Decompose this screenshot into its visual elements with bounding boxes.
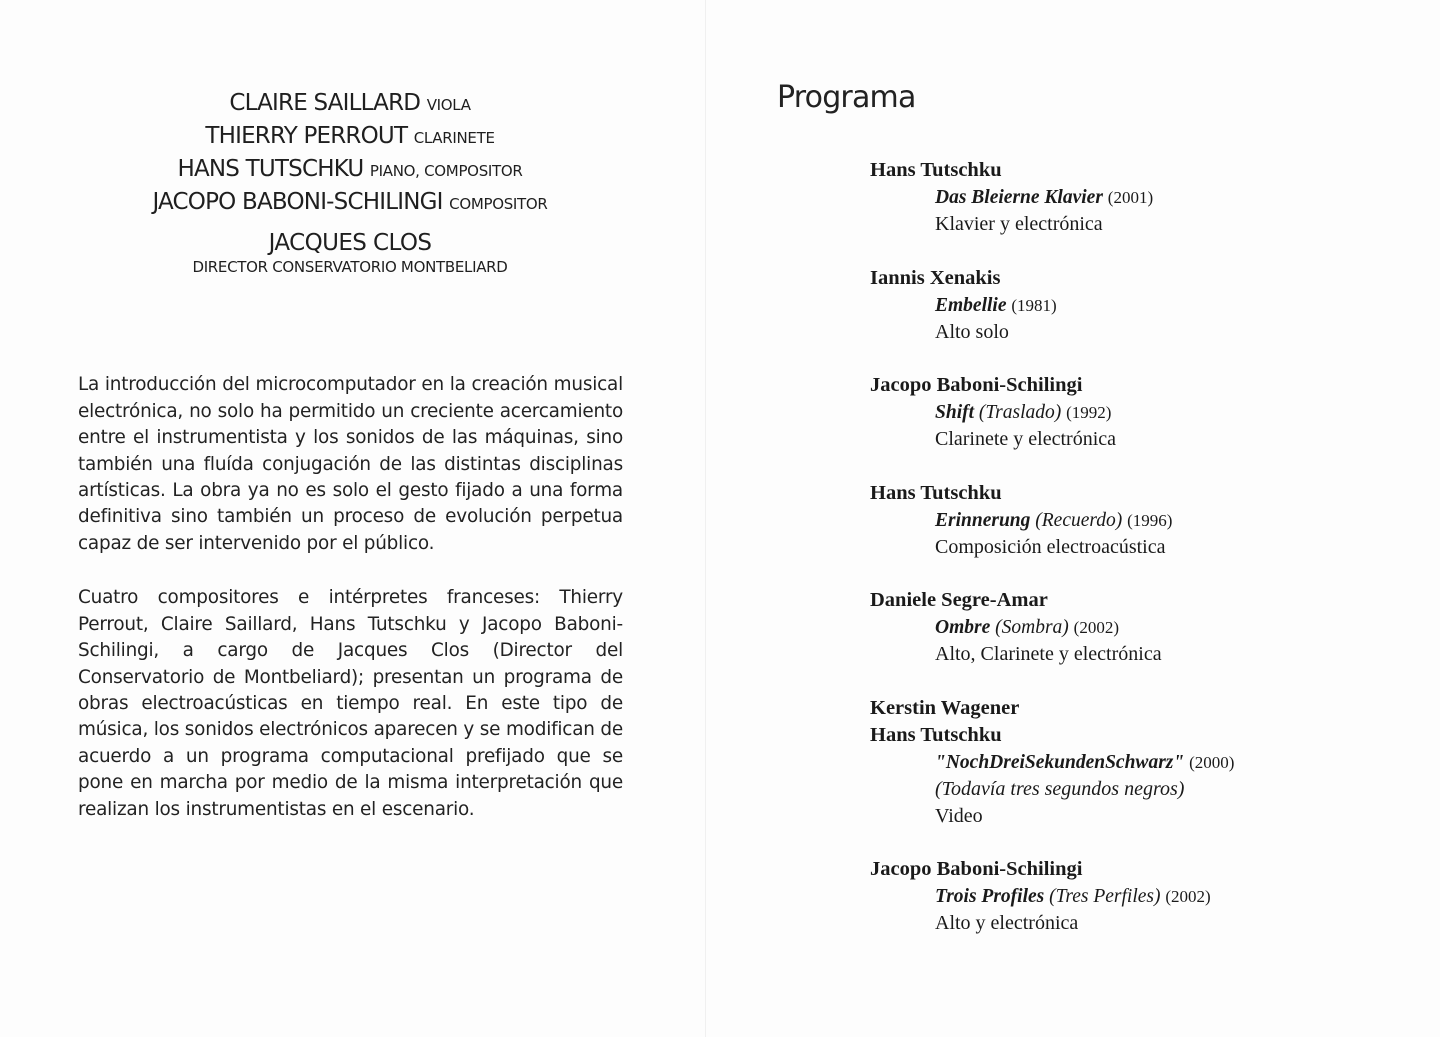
composer-name: Jacopo Baboni-Schilingi: [870, 374, 1083, 396]
work-line: [870, 507, 1390, 534]
performer-line: [60, 154, 640, 187]
performers-block: [60, 88, 640, 277]
work-subtitle: (Todavía tres segundos negros): [935, 777, 1185, 800]
program-item: [870, 265, 1390, 346]
program-title: Programa: [777, 80, 916, 115]
composer-name: Hans Tutschku: [870, 481, 1002, 504]
work-title: Erinnerung: [935, 509, 1031, 531]
director-block: [60, 229, 640, 277]
performer-name: HANS TUTSCHKU: [177, 156, 364, 182]
intro-paragraph-1: La introducción del microcomputador en la creación musical electrónica, no solo ha permitido un creciente acercamiento entre el instrumentista y los sonidos de las máquinas, sino también una fluída conjugación de las distintas disciplinas artísticas. La obra ya no es solo el gesto fijado a una forma definitiva sino también un proceso de evolución perpetua capaz de ser intervenido por el público.: [78, 374, 623, 554]
performer-line: [60, 121, 640, 154]
program-item: [870, 372, 1390, 453]
work-year: (1992): [1066, 403, 1112, 422]
program-item: [870, 587, 1390, 668]
performer-role: VIOLA: [426, 96, 471, 114]
program-item: [870, 856, 1390, 937]
work-title: Embellie: [935, 294, 1007, 316]
instrumentation: Alto, Clarinete y electrónica: [935, 643, 1162, 665]
work-line: [870, 883, 1390, 910]
composer-name: Iannis Xenakis: [870, 266, 1001, 289]
performer-role: CLARINETE: [413, 129, 495, 147]
work-line: [870, 184, 1390, 211]
work-year: (2000): [1189, 752, 1235, 772]
work-title: Shift: [935, 402, 975, 423]
work-title: Das Bleierne Klavier: [935, 187, 1103, 208]
program-list: [870, 157, 1390, 964]
work-year: (2001): [1107, 188, 1154, 207]
work-title: "NochDreiSekundenSchwarz": [935, 751, 1185, 773]
director-role: DIRECTOR CONSERVATORIO MONTBELIARD: [192, 258, 508, 276]
work-year: (2002): [1073, 618, 1119, 637]
work-translation: (Sombra): [995, 617, 1069, 638]
performer-name: CLAIRE SAILLARD: [229, 90, 421, 116]
program-item: [870, 157, 1390, 238]
composer-name: Daniele Segre-Amar: [870, 589, 1048, 611]
work-line: [870, 749, 1390, 776]
work-line: [870, 614, 1390, 641]
work-year: (1981): [1011, 295, 1057, 315]
work-translation: (Recuerdo): [1035, 509, 1123, 531]
program-item: [870, 695, 1390, 830]
composer-name: Hans Tutschku: [870, 159, 1002, 181]
performer-name: JACOPO BABONI-SCHILINGI: [152, 189, 443, 215]
instrumentation: Clarinete y electrónica: [935, 428, 1117, 450]
performer-line: [60, 187, 640, 220]
director-name: JACQUES CLOS: [268, 230, 432, 256]
work-title: Trois Profiles: [935, 886, 1045, 907]
work-year: (2002): [1165, 887, 1211, 906]
intro-paragraph-2: Cuatro compositores e intérpretes franceses: Thierry Perrout, Claire Saillard, Hans Tutschku y Jacopo Baboni-Schilingi, a cargo de Jacques Clos (Director del Conservatorio de Montbeliard); presentan un programa de obras electroacústicas en tiempo real. En este tipo de música, los sonidos electrónicos aparecen y se modifican de acuerdo a un programa computacional prefijado que se pone en marcha por medio de la misma interpretación que realizan los instrumentistas en el escenario.: [78, 587, 623, 820]
performer-name: THIERRY PERROUT: [205, 123, 408, 149]
composer-name: Kerstin Wagener: [870, 696, 1020, 719]
composer-name: Hans Tutschku: [870, 723, 1002, 746]
instrumentation: Alto solo: [935, 320, 1009, 343]
instrumentation: Alto y electrónica: [935, 912, 1079, 934]
work-translation: (Traslado): [978, 402, 1062, 423]
work-title: Ombre: [935, 617, 991, 638]
performer-role: PIANO, COMPOSITOR: [369, 162, 523, 180]
work-line: [870, 399, 1390, 426]
instrumentation: Video: [935, 804, 983, 827]
instrumentation: Composición electroacústica: [935, 535, 1166, 558]
instrumentation: Klavier y electrónica: [935, 213, 1103, 235]
performer-line: [60, 88, 640, 121]
work-translation: (Tres Perfiles): [1049, 886, 1161, 907]
performer-role: COMPOSITOR: [449, 195, 548, 213]
program-item: [870, 480, 1390, 561]
work-line: [870, 292, 1390, 319]
left-page: [0, 0, 705, 1037]
composer-name: Jacopo Baboni-Schilingi: [870, 858, 1083, 880]
work-year: (1996): [1127, 510, 1173, 530]
